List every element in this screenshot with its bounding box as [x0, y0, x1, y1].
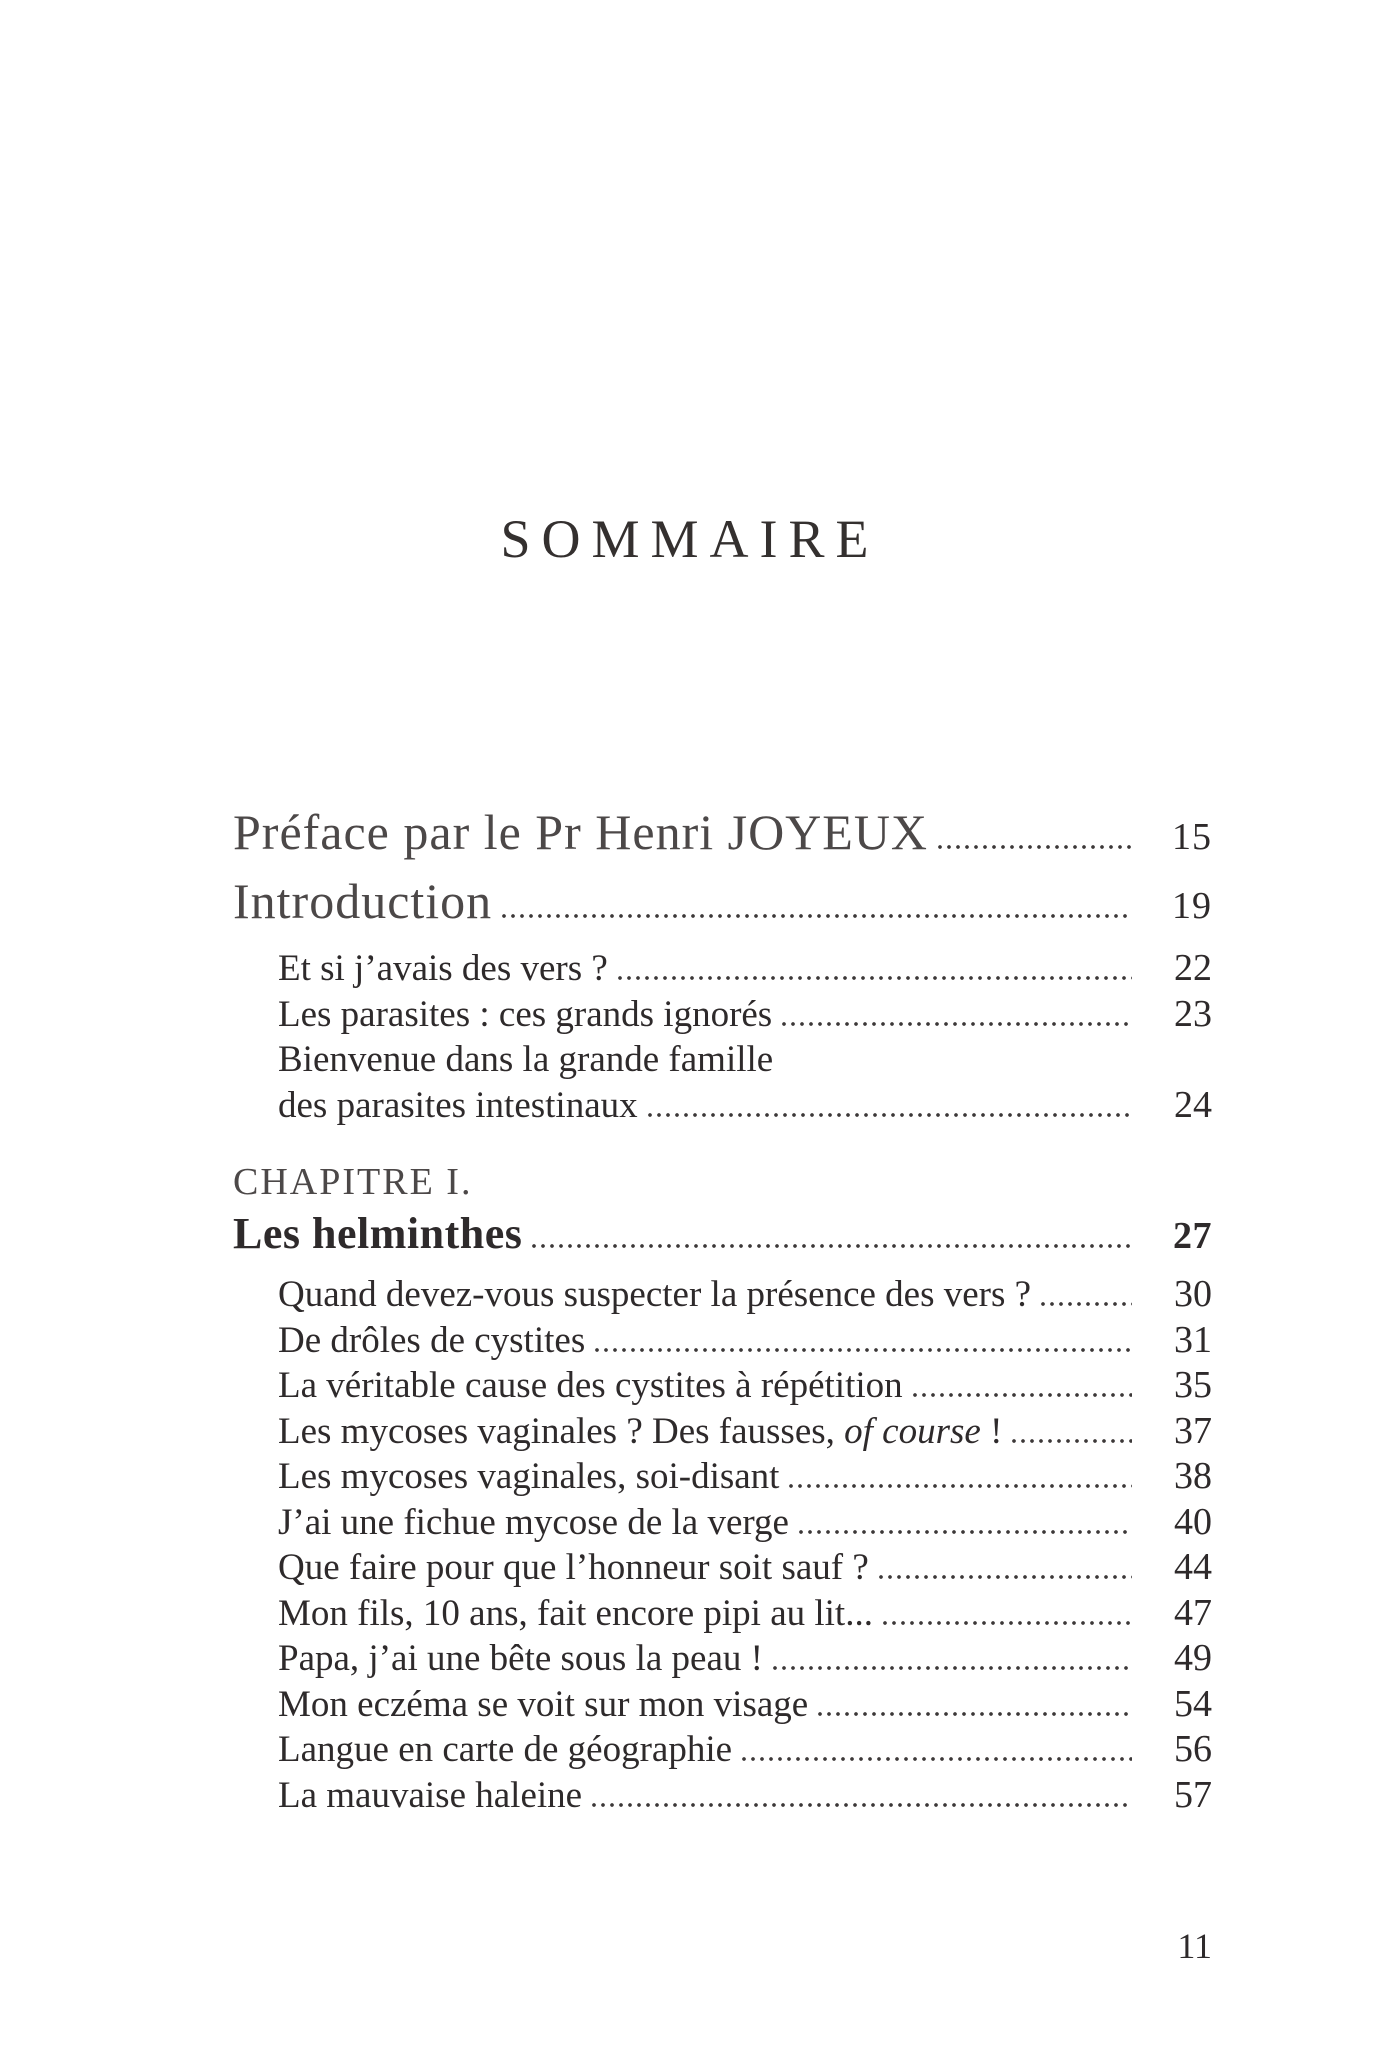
toc-entry-page: 54	[1174, 1682, 1212, 1725]
toc-row	[278, 1545, 1212, 1591]
toc-entry-label: Papa, j’ai une bête sous la peau !	[278, 1638, 763, 1679]
toc-entry-label: Que faire pour que l’honneur soit sauf ?	[278, 1547, 869, 1588]
toc-entry-page: 35	[1174, 1364, 1212, 1406]
toc-entry-label: La mauvaise haleine	[278, 1774, 583, 1816]
dot-leader	[592, 1802, 1132, 1807]
dot-leader	[1012, 1438, 1132, 1443]
toc-row	[278, 1318, 1212, 1364]
toc-entry-page: 19	[1172, 885, 1212, 927]
toc-entry-label: Quand devez-vous suspecter la présence des vers ?	[278, 1274, 1032, 1315]
toc-list	[233, 800, 1212, 1818]
dot-leader	[618, 975, 1132, 980]
toc-entry-label: Mon fils, 10 ans, fait encore pipi au lit...	[278, 1592, 873, 1634]
toc-entry-page: 27	[1173, 1215, 1212, 1257]
toc-row	[233, 869, 1212, 938]
dot-leader	[532, 1243, 1132, 1248]
dot-leader	[502, 913, 1132, 918]
toc-entry-label: De drôles de cystites	[278, 1319, 586, 1361]
toc-row	[278, 946, 1212, 992]
dot-leader	[1041, 1301, 1132, 1306]
toc-entry-label: Mon eczéma se voit sur mon visage	[278, 1683, 809, 1725]
toc-entry-label: CHAPITRE I.	[233, 1161, 473, 1203]
page-title: SOMMAIRE	[500, 509, 880, 569]
toc-row	[278, 1083, 1212, 1129]
toc-entry-page: 49	[1174, 1637, 1212, 1679]
dot-leader	[789, 1483, 1132, 1488]
toc-entry-page: 22	[1174, 947, 1212, 989]
toc-row	[278, 1454, 1212, 1500]
toc-entry-label: J’ai une fichue mycose de la verge	[278, 1501, 789, 1543]
dot-leader	[773, 1665, 1132, 1670]
toc-row	[278, 1682, 1212, 1728]
toc-entry-label: Et si j’avais des vers ?	[278, 948, 608, 989]
toc-entry-page: 40	[1174, 1500, 1212, 1543]
toc-row	[278, 1500, 1212, 1546]
toc-row	[278, 1636, 1212, 1682]
toc-entry-label: des parasites intestinaux	[278, 1084, 638, 1126]
dot-leader	[913, 1392, 1132, 1397]
toc-entry-label: Introduction	[233, 873, 493, 929]
toc-entry-page: 47	[1174, 1591, 1212, 1634]
toc-entry-page: 23	[1174, 992, 1212, 1035]
dot-leader	[879, 1574, 1132, 1579]
toc-entry-page: 38	[1174, 1455, 1212, 1497]
dot-leader	[818, 1711, 1132, 1716]
dot-leader	[938, 844, 1132, 849]
toc-entry-label: Préface par le Pr Henri JOYEUX	[233, 804, 929, 860]
toc-row	[233, 800, 1212, 869]
toc-entry-page: 56	[1174, 1728, 1212, 1770]
dot-leader	[595, 1347, 1132, 1352]
toc-entry-label: Langue en carte de géographie	[278, 1729, 733, 1770]
toc-entry-page: 57	[1174, 1773, 1212, 1816]
dot-leader	[799, 1529, 1132, 1534]
toc-entry-label: Bienvenue dans la grande famille	[278, 1039, 774, 1080]
toc-row	[278, 1591, 1212, 1637]
toc-entry-page: 37	[1174, 1409, 1212, 1452]
toc-row	[278, 1272, 1212, 1318]
folio-page-number: 11	[1177, 1926, 1212, 1966]
toc-entry-page: 24	[1174, 1083, 1212, 1126]
toc-row	[278, 992, 1212, 1038]
toc-row	[233, 1206, 1212, 1264]
toc-row	[278, 1727, 1212, 1773]
toc-entry-label: La véritable cause des cystites à répétition	[278, 1365, 903, 1406]
dot-leader	[648, 1112, 1132, 1117]
toc-entry-label: Les mycoses vaginales, soi-disant	[278, 1456, 780, 1497]
toc-entry-page: 31	[1174, 1318, 1212, 1361]
toc-entry-page: 44	[1174, 1546, 1212, 1588]
toc-entry-page: 15	[1172, 816, 1212, 858]
toc-entry-page: 30	[1174, 1273, 1212, 1315]
toc-row	[278, 1363, 1212, 1409]
toc-row	[278, 1409, 1212, 1455]
dot-leader	[742, 1756, 1132, 1761]
dot-leader	[883, 1620, 1132, 1625]
toc-entry-label: Les parasites : ces grands ignorés	[278, 993, 773, 1035]
toc-row	[233, 1158, 1212, 1206]
toc-entry-label: Les helminthes	[233, 1209, 523, 1258]
dot-leader	[782, 1021, 1132, 1026]
toc-row	[278, 1773, 1212, 1819]
toc-row	[278, 1037, 1212, 1083]
toc-entry-label: Les mycoses vaginales ? Des fausses, of course !	[278, 1410, 1003, 1452]
